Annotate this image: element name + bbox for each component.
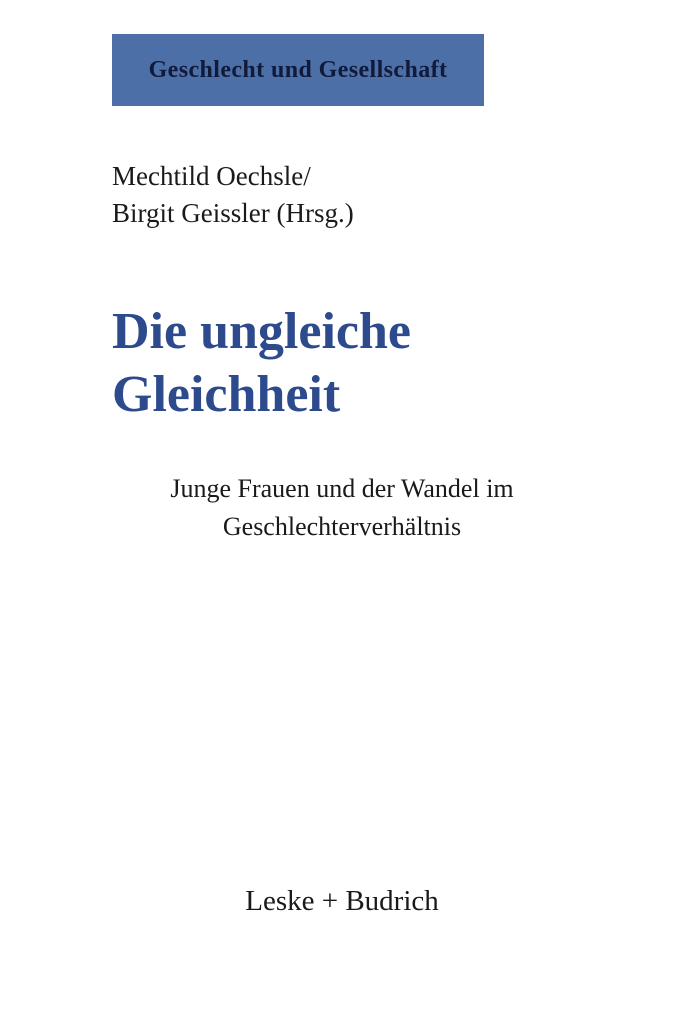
- series-banner: [112, 34, 484, 106]
- book-title: [112, 300, 582, 427]
- publisher-name: Leske + Budrich: [245, 885, 439, 917]
- editors-block: [112, 158, 582, 233]
- book-subtitle-line-1: Junge Frauen und der Wandel im: [170, 474, 514, 503]
- book-title-line-2: Gleichheit: [112, 366, 341, 424]
- book-title-line-1: Die ungleiche: [112, 303, 411, 360]
- series-banner-label: Geschlecht und Gesellschaft: [148, 56, 448, 83]
- editor-line-2: Birgit Geissler (Hrsg.): [112, 198, 354, 229]
- book-subtitle: [92, 470, 592, 545]
- editor-line-1: Mechtild Oechsle/: [112, 161, 311, 191]
- book-subtitle-line-2: Geschlechterverhältnis: [222, 511, 462, 541]
